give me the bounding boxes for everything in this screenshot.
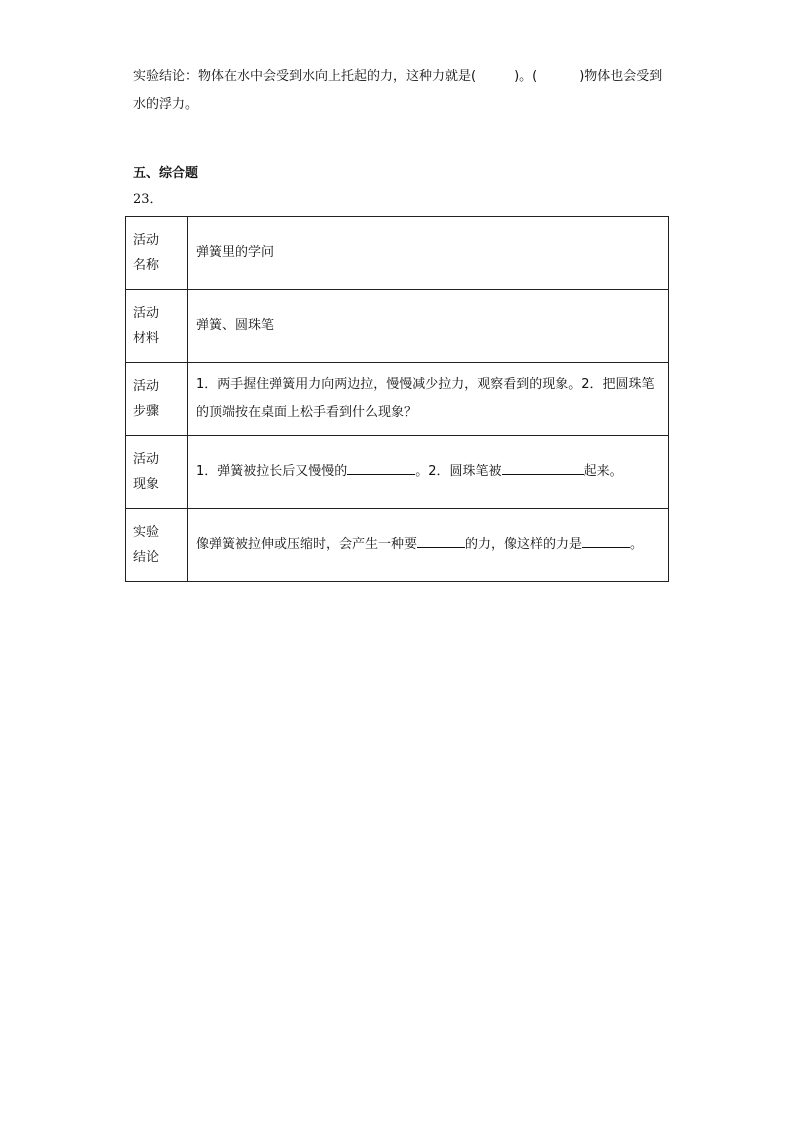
section-title: 五、综合题 [133, 166, 199, 181]
table-row [126, 217, 669, 290]
phenomenon-text-part1: 1．弹簧被拉长后又慢慢的 [196, 464, 348, 479]
row-label-line1: 活动 [133, 452, 160, 467]
table-row [126, 290, 669, 363]
row-content [188, 436, 669, 509]
conclusion-row-text-part3: 。 [630, 537, 644, 552]
row-label-line2: 材料 [133, 331, 160, 346]
activity-table [125, 216, 669, 582]
row-label [126, 436, 188, 509]
row-label-line1: 活动 [133, 233, 160, 248]
conclusion-paragraph [133, 63, 673, 119]
conclusion-row-text-part1: 像弹簧被拉伸或压缩时，会产生一种要 [196, 537, 418, 552]
row-content [188, 509, 669, 582]
conclusion-text-part2: )。( [514, 69, 538, 84]
conclusion-text-part3: )物体也会受到水的浮力。 [133, 69, 663, 112]
conclusion-row-text-part2: 的力，像这样的力是 [465, 537, 583, 552]
answer-blank-6[interactable] [582, 533, 630, 548]
phenomenon-text-part3: 起来。 [583, 464, 623, 479]
row-label-line2: 结论 [133, 550, 160, 565]
row-label [126, 363, 188, 436]
answer-blank-3[interactable] [347, 460, 415, 475]
row-label [126, 290, 188, 363]
table-row [126, 509, 669, 582]
phenomenon-text-part2: 。2．圆珠笔被 [415, 464, 502, 479]
row-content: 弹簧、圆珠笔 [188, 290, 669, 363]
answer-blank-4[interactable] [502, 460, 584, 475]
question-number: 23． [133, 192, 163, 207]
row-content: 1．两手握住弹簧用力向两边拉，慢慢减少拉力，观察看到的现象。2．把圆珠笔的顶端按在桌面上松手看到什么现象？ [188, 363, 669, 436]
row-label-line2: 名称 [133, 258, 160, 273]
row-content: 弹簧里的学问 [188, 217, 669, 290]
answer-blank-5[interactable] [417, 533, 465, 548]
row-label-line2: 现象 [133, 477, 160, 492]
conclusion-text-part1: 实验结论：物体在水中会受到水向上托起的力，这种力就是( [133, 69, 477, 84]
table-row [126, 436, 669, 509]
table-row [126, 363, 669, 436]
row-label [126, 509, 188, 582]
row-label-line1: 活动 [133, 379, 160, 394]
row-label-line1: 实验 [133, 525, 160, 540]
row-label [126, 217, 188, 290]
row-label-line2: 步骤 [133, 404, 160, 419]
row-label-line1: 活动 [133, 306, 160, 321]
